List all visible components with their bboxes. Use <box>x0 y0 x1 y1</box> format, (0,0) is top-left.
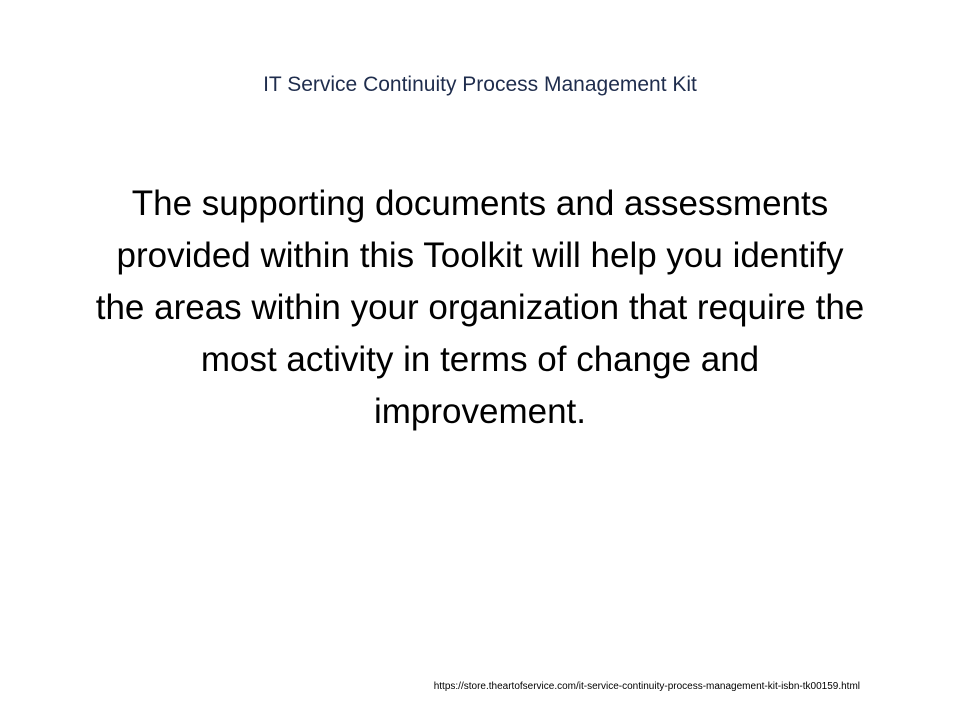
footer-url: https://store.theartofservice.com/it-service-continuity-process-management-kit-isbn-tk00159.html <box>433 681 860 692</box>
slide-body-text: The supporting documents and assessments provided within this Toolkit will help you identify the areas within your organization that require the most activity in terms of change and improvement. <box>95 184 865 431</box>
slide-title: IT Service Continuity Process Management Kit <box>263 73 697 96</box>
